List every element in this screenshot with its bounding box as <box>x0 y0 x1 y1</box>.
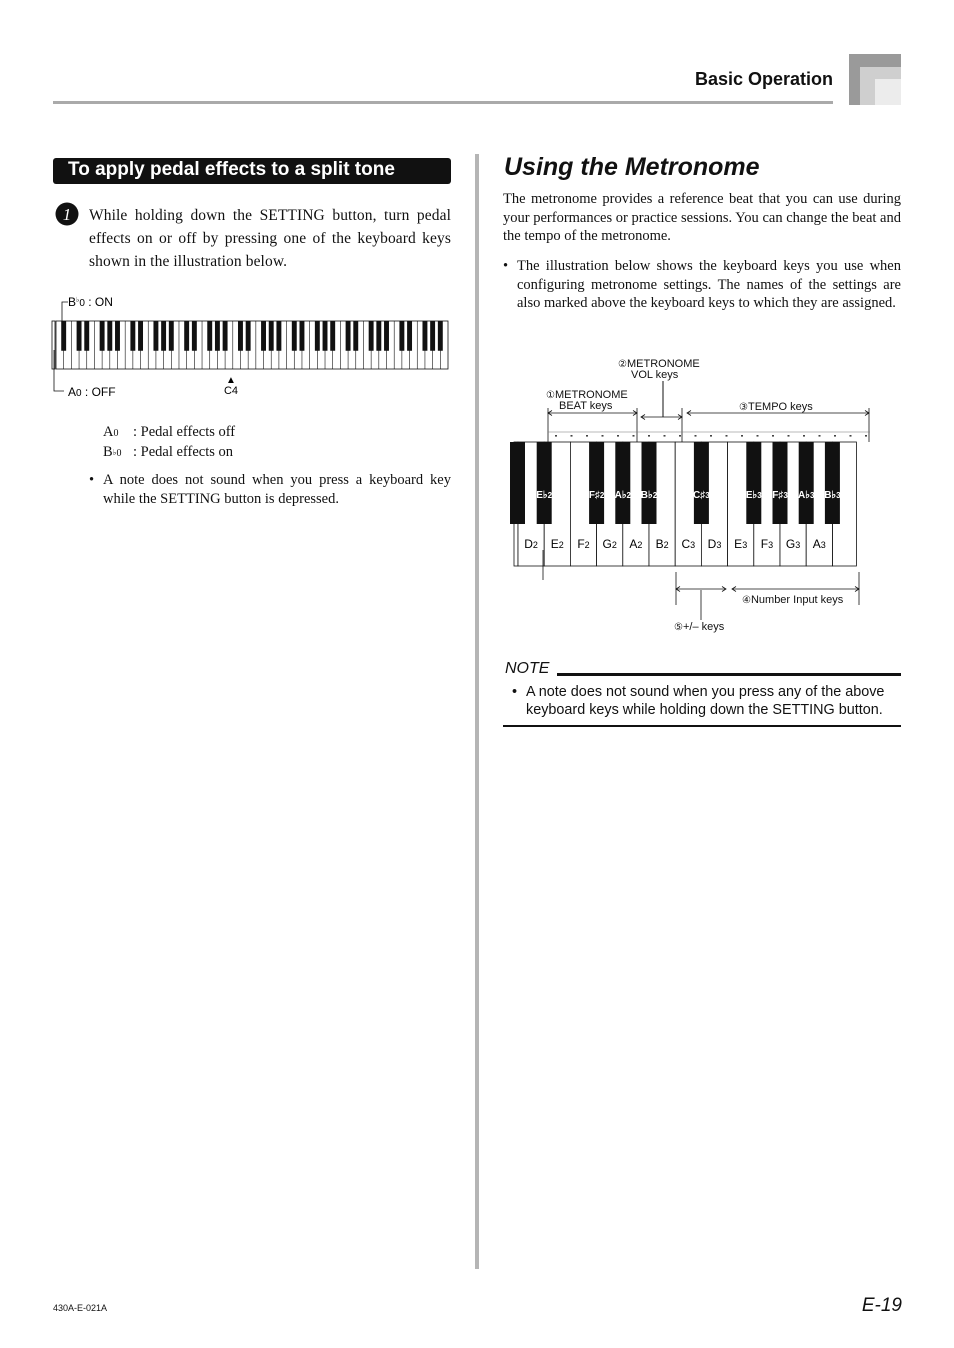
strip-mark <box>772 435 774 437</box>
black-key <box>537 442 552 524</box>
black-key <box>300 321 305 351</box>
black-key <box>384 321 389 351</box>
black-key <box>510 442 525 524</box>
strip-mark <box>819 435 821 437</box>
black-key-label: F♯2 <box>588 490 605 501</box>
strip-mark <box>757 435 759 437</box>
black-key <box>825 442 840 524</box>
black-key <box>238 321 243 351</box>
black-key <box>376 321 381 351</box>
pedal-key-legend <box>103 423 235 463</box>
metronome-keyboard-diagram <box>510 350 910 645</box>
black-key <box>207 321 212 351</box>
strip-mark <box>555 435 557 437</box>
black-key <box>438 321 443 351</box>
strip-mark <box>679 435 681 437</box>
strip-mark <box>710 435 712 437</box>
white-key-label: D2 <box>524 537 538 551</box>
header-title: Basic Operation <box>694 69 833 89</box>
black-key <box>269 321 274 351</box>
white-key-label: G3 <box>785 537 801 551</box>
black-key <box>589 442 604 524</box>
black-key <box>215 321 220 351</box>
page-number: E-19 <box>861 1295 902 1316</box>
black-key <box>773 442 788 524</box>
white-key-label: A3 <box>812 537 826 551</box>
black-key-label: E♭3 <box>745 490 762 501</box>
callout-vol-line1: ②METRONOME <box>618 358 700 370</box>
black-key <box>330 321 335 351</box>
full-keyboard-keys <box>56 321 448 369</box>
black-key <box>642 442 657 524</box>
black-key <box>799 442 814 524</box>
black-key-label: A♭3 <box>797 490 815 501</box>
a0-off-label: A0 : OFF <box>68 385 116 399</box>
legend-row-b-flat-0: B♭0 : Pedal effects on <box>103 444 233 460</box>
black-key <box>169 321 174 351</box>
black-key <box>399 321 404 351</box>
black-key <box>746 442 761 524</box>
legend-row-a0: A0 : Pedal effects off <box>103 424 236 440</box>
note-rule-top <box>557 673 901 676</box>
callout-number-input: ④Number Input keys <box>742 594 844 606</box>
c4-marker: ▲ <box>226 375 236 386</box>
metronome-keys <box>510 442 856 566</box>
white-key-label: F3 <box>760 537 774 551</box>
white-key-label: F2 <box>577 537 590 551</box>
black-key <box>407 321 412 351</box>
strip-mark <box>834 435 836 437</box>
black-key <box>430 321 435 351</box>
strip-mark <box>602 435 604 437</box>
strip-mark <box>648 435 650 437</box>
strip-mark <box>633 435 635 437</box>
black-key <box>223 321 228 351</box>
black-key <box>107 321 112 351</box>
black-key <box>192 321 197 351</box>
left-note: • A note does not sound when you press a keyboard key while the SETTING button is depressed. <box>89 472 451 507</box>
black-key <box>615 442 630 524</box>
page-tab-marker-inner <box>875 79 901 105</box>
black-key <box>84 321 89 351</box>
section-title: To apply pedal effects to a split tone <box>68 159 395 180</box>
strip-mark <box>850 435 852 437</box>
black-key <box>61 321 66 351</box>
black-key <box>130 321 135 351</box>
black-key <box>138 321 143 351</box>
black-key <box>292 321 297 351</box>
black-key <box>153 321 158 351</box>
metronome-bullet: • The illustration below shows the keyboard keys you use when configuring metronome settings. The names of the settings are also marked above the keyboard keys to which they are assigned. <box>503 258 901 311</box>
black-key-label: E♭2 <box>536 490 553 501</box>
black-key <box>115 321 120 351</box>
strip-mark <box>695 435 697 437</box>
strip-mark <box>586 435 588 437</box>
black-key <box>353 321 358 351</box>
strip-mark <box>726 435 728 437</box>
white-key-label: C3 <box>681 537 696 551</box>
c4-label: C4 <box>223 385 239 397</box>
step-number: 1 <box>62 205 72 224</box>
black-key <box>422 321 427 351</box>
metronome-heading: Using the Metronome <box>504 153 760 181</box>
setting-strip-marks <box>555 435 867 437</box>
black-key <box>77 321 82 351</box>
step-number-badge <box>55 202 79 226</box>
black-key <box>184 321 189 351</box>
callout-beat-line2: BEAT keys <box>559 400 613 412</box>
black-key-label: A♭2 <box>614 490 632 501</box>
key-a0 <box>52 321 55 369</box>
strip-mark <box>865 435 867 437</box>
black-key <box>161 321 166 351</box>
strip-mark <box>571 435 573 437</box>
black-key <box>323 321 328 351</box>
white-key-label: D3 <box>707 537 722 551</box>
callout-vol-line2: VOL keys <box>631 369 679 381</box>
black-key <box>694 442 709 524</box>
strip-mark <box>664 435 666 437</box>
white-key-label: A2 <box>629 537 643 551</box>
callout-tempo: ③TEMPO keys <box>739 401 813 413</box>
black-key <box>369 321 374 351</box>
strip-mark <box>741 435 743 437</box>
black-key-label: B♭2 <box>640 490 658 501</box>
callout-beat-line1: ①METRONOME <box>546 389 628 401</box>
strip-mark <box>788 435 790 437</box>
white-key-label: E2 <box>550 537 564 551</box>
black-key <box>276 321 281 351</box>
note-rule-bottom <box>503 725 901 727</box>
metronome-intro: The metronome provides a reference beat that you can use during your performances or practice sessions. You can change the beat and the tempo of the metronome. <box>503 191 901 244</box>
note-label: NOTE <box>505 660 550 677</box>
black-key <box>315 321 320 351</box>
strip-mark <box>803 435 805 437</box>
full-keyboard-illustration <box>50 290 460 410</box>
header-rule <box>53 101 833 104</box>
white-key-label: G2 <box>602 537 617 551</box>
black-key <box>246 321 251 351</box>
black-key-label: C♯3 <box>693 490 710 501</box>
note-text: • A note does not sound when you press any of the above keyboard keys while holding down the SETTING button. <box>512 684 885 718</box>
black-key <box>346 321 351 351</box>
step-instruction: While holding down the SETTING button, turn pedal effects on or off by pressing one of the keyboard keys shown in the illustration below. <box>89 207 451 270</box>
white-key-label: B2 <box>655 537 669 551</box>
footer-code: 430A-E-021A <box>53 1303 108 1313</box>
white-key-label: E3 <box>734 537 748 551</box>
b-flat-0-on-label: $B^♭_0$ : ON <box>68 295 113 309</box>
column-divider <box>475 154 479 1269</box>
black-key <box>100 321 105 351</box>
black-key-label: B♭3 <box>824 490 841 501</box>
callout-plus-minus: ⑤+/– keys <box>674 621 725 633</box>
black-key-label: F♯3 <box>772 490 788 501</box>
strip-mark <box>617 435 619 437</box>
black-key <box>261 321 266 351</box>
